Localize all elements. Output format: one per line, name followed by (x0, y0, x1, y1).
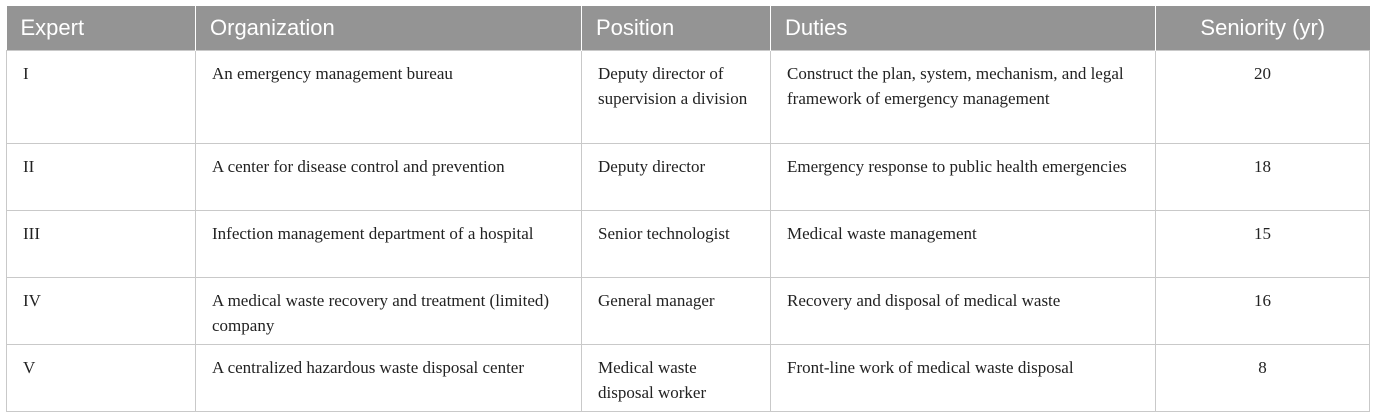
header-expert: Expert (7, 6, 196, 51)
cell-expert: III (7, 211, 196, 278)
header-seniority: Seniority (yr) (1156, 6, 1370, 51)
cell-expert: II (7, 144, 196, 211)
table-header (7, 6, 1370, 51)
cell-organization: An emergency management bureau (196, 51, 582, 144)
cell-expert: I (7, 51, 196, 144)
cell-expert: V (7, 345, 196, 412)
cell-organization: Infection management department of a hospital (196, 211, 582, 278)
header-organization: Organization (196, 6, 582, 51)
cell-position: Senior technologist (582, 211, 771, 278)
header-row (7, 6, 1370, 51)
header-position: Position (582, 6, 771, 51)
cell-seniority: 8 (1156, 345, 1370, 412)
table-row (7, 211, 1370, 278)
table-row (7, 144, 1370, 211)
header-duties: Duties (771, 6, 1156, 51)
table-row (7, 278, 1370, 345)
cell-seniority: 15 (1156, 211, 1370, 278)
expert-table (6, 6, 1370, 412)
cell-seniority: 16 (1156, 278, 1370, 345)
cell-duties: Recovery and disposal of medical waste (771, 278, 1156, 345)
table-row (7, 345, 1370, 412)
cell-duties: Front-line work of medical waste disposal (771, 345, 1156, 412)
cell-position: General manager (582, 278, 771, 345)
table-row (7, 51, 1370, 144)
cell-organization: A centralized hazardous waste disposal center (196, 345, 582, 412)
cell-duties: Construct the plan, system, mechanism, and legal framework of emergency management (771, 51, 1156, 144)
cell-seniority: 18 (1156, 144, 1370, 211)
cell-organization: A center for disease control and prevention (196, 144, 582, 211)
cell-organization: A medical waste recovery and treatment (limited) company (196, 278, 582, 345)
cell-position: Deputy director (582, 144, 771, 211)
cell-expert: IV (7, 278, 196, 345)
cell-duties: Medical waste management (771, 211, 1156, 278)
cell-position: Deputy director of supervision a division (582, 51, 771, 144)
table-body (7, 51, 1370, 412)
cell-seniority: 20 (1156, 51, 1370, 144)
cell-duties: Emergency response to public health emergencies (771, 144, 1156, 211)
cell-position: Medical waste disposal worker (582, 345, 771, 412)
